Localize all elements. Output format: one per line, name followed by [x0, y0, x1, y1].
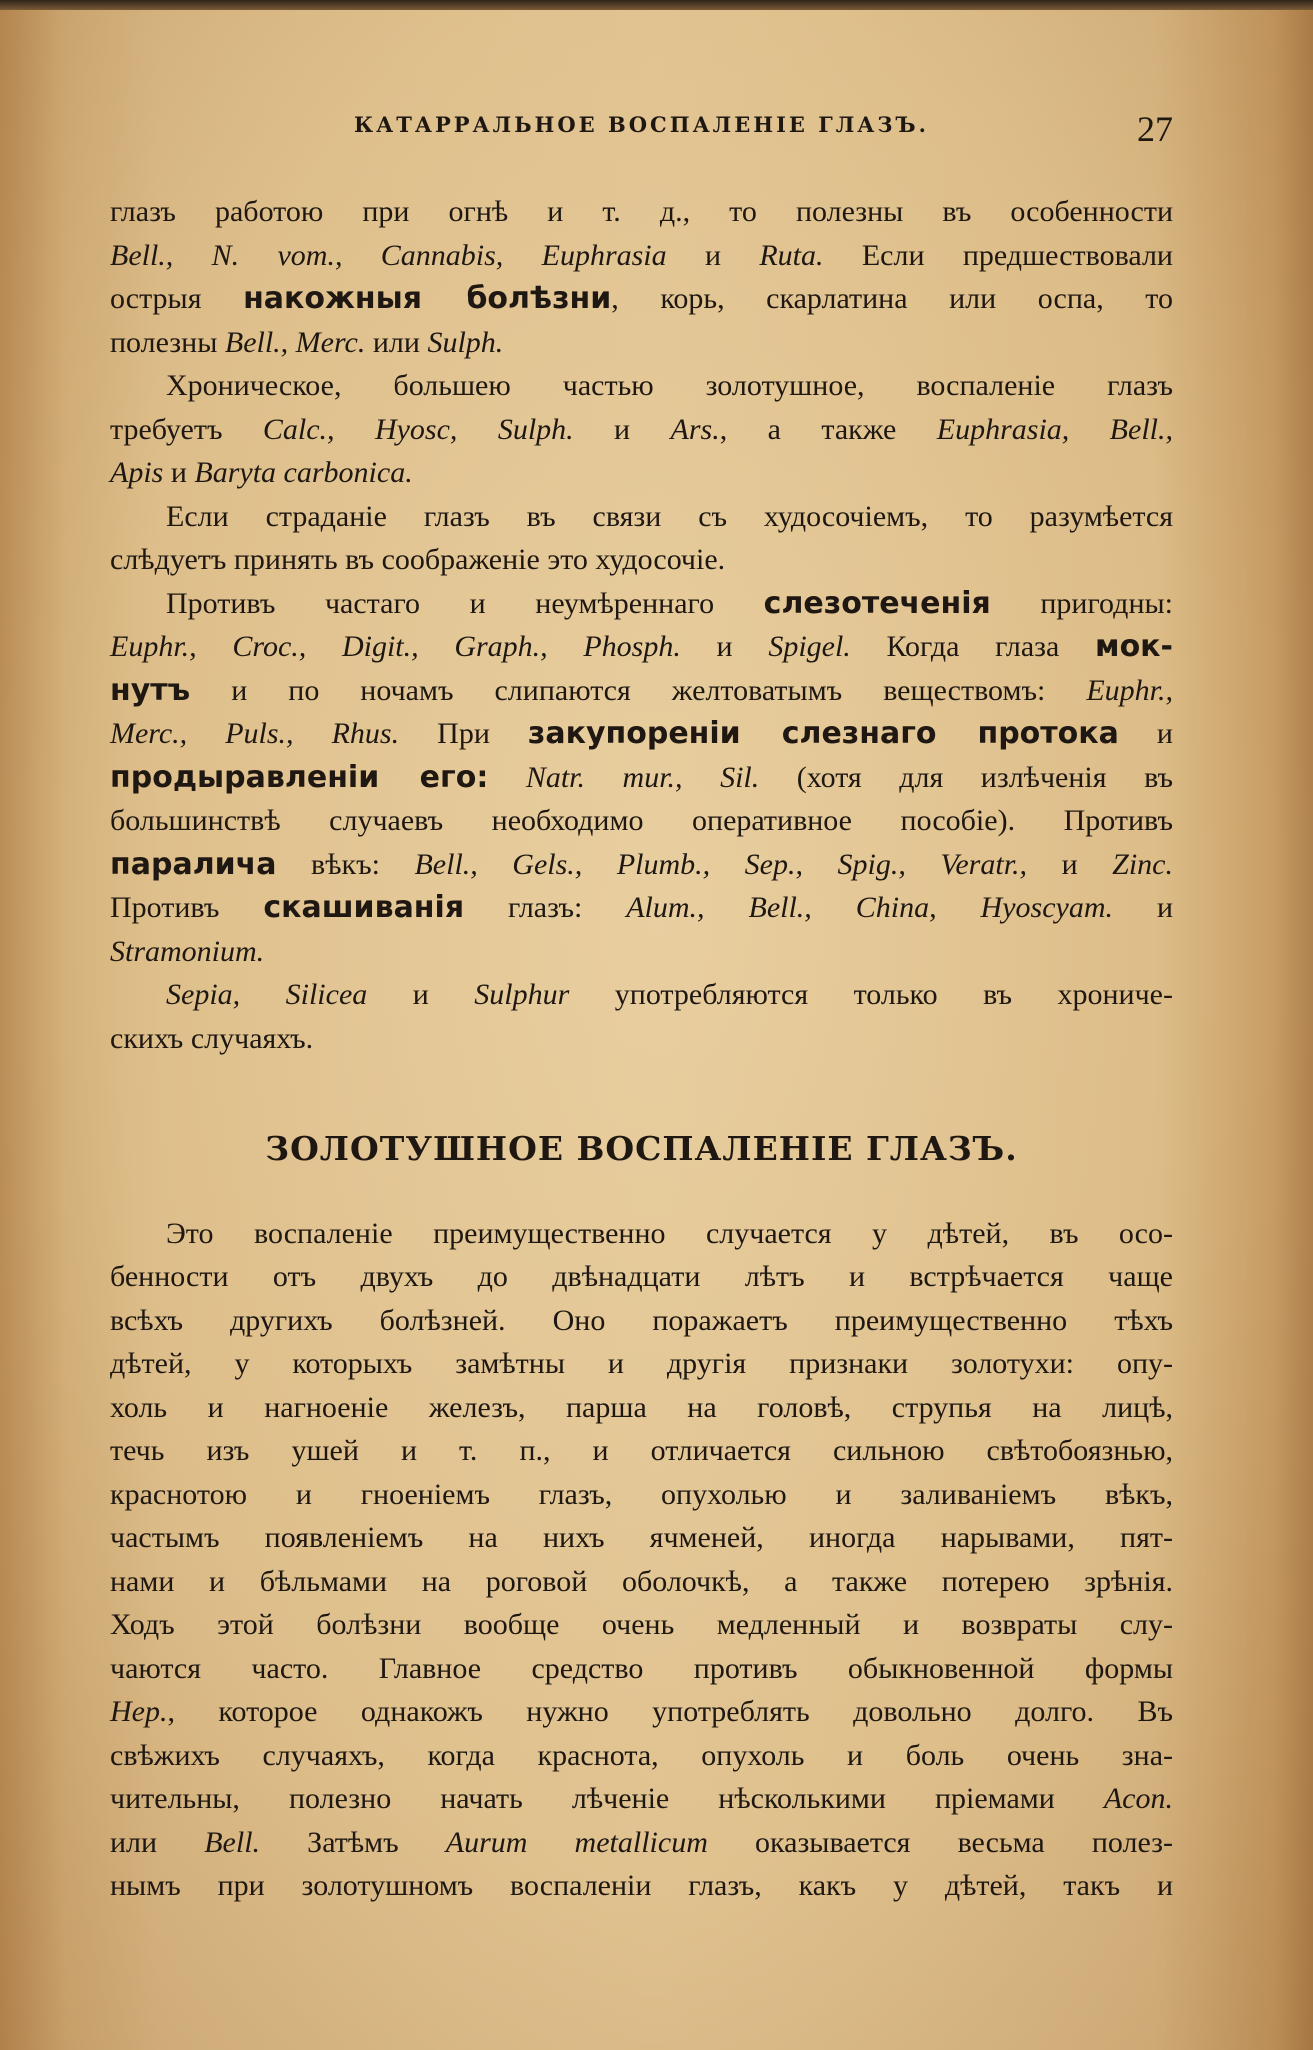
text-line: всѣхъ другихъ болѣзней. Оно поражаетъ преимущественно тѣхъ	[110, 1303, 1173, 1337]
text-line: полезны Bell., Merc. или Sulph.	[110, 325, 504, 359]
text-line: продыравленіи его: Natr. mur., Sil. (хотя для излѣченія въ	[110, 759, 1173, 795]
text-line: Sepia, Silicea и Sulphur употребляются только въ хрониче-	[166, 978, 1173, 1011]
text-line: глазъ работою при огнѣ и т. д., то полезны въ особенности	[110, 195, 1173, 228]
page-top-edge	[0, 0, 1313, 10]
page-header	[110, 108, 1173, 150]
text-line: холь и нагноеніе железъ, парша на головѣ, струпья на лицѣ,	[110, 1390, 1173, 1424]
text-line: Хроническое, большею частью золотушное, воспаленіе глазъ	[166, 369, 1173, 402]
text-line: требуетъ Calc., Hyosc, Sulph. и Ars., а также Euphrasia, Bell.,	[110, 412, 1173, 446]
text-line: дѣтей, у которыхъ замѣтны и другія признаки золотухи: опу-	[110, 1347, 1173, 1380]
text-line: скихъ случаяхъ.	[110, 1021, 314, 1055]
text-line: Ходъ этой болѣзни вообще очень медленный и возвраты слу-	[110, 1608, 1173, 1641]
text-line: большинствѣ случаевъ необходимо оперативное пособіе). Противъ	[110, 804, 1173, 837]
text-line: Apis и Baryta carbonica.	[110, 456, 413, 489]
text-line: Противъ частаго и неумѣреннаго слезотеченія пригодны:	[166, 585, 1173, 621]
text-line: краснотою и гноеніемъ глазъ, опухолью и заливаніемъ вѣкъ,	[110, 1477, 1173, 1511]
page-body	[110, 190, 1173, 1908]
spacer	[110, 1194, 1173, 1212]
text-line: Stramonium.	[110, 934, 265, 968]
text-line: чительны, полезно начать лѣченіе нѣсколькими пріемами Acon.	[110, 1782, 1173, 1815]
text-line: или Bell. Затѣмъ Aurum metallicum оказывается весьма полез-	[110, 1825, 1174, 1859]
text-line: Если страданіе глазъ въ связи съ худосочіемъ, то разумѣется	[166, 499, 1173, 533]
text-line: нымъ при золотушномъ воспаленіи глазъ, какъ у дѣтей, такъ и	[110, 1869, 1173, 1902]
text-line: нами и бѣльмами на роговой оболочкѣ, а также потерею зрѣнія.	[110, 1564, 1173, 1598]
section-heading: ЗОЛОТУШНОЕ ВОСПАЛЕНІЕ ГЛАЗЪ.	[265, 1128, 1018, 1168]
running-title: КАТАРРАЛЬНОЕ ВОСПАЛЕНІЕ ГЛАЗЪ.	[354, 112, 929, 137]
text-line: Это воспаленіе преимущественно случается у дѣтей, въ осо-	[166, 1216, 1173, 1250]
text-line: свѣжихъ случаяхъ, когда краснота, опухоль и боль очень зна-	[110, 1738, 1173, 1772]
spacer	[110, 1060, 1173, 1104]
text-line: Euphr., Croc., Digit., Graph., Phosph. и Spigel. Когда глаза мок-	[110, 629, 1173, 664]
text-line: чаются часто. Главное средство противъ обыкновенной формы	[110, 1651, 1173, 1685]
text-line: нутъ и по ночамъ слипаются желтоватымъ веществомъ: Euphr.,	[110, 672, 1173, 708]
text-line: слѣдуетъ принять въ соображеніе это худосочіе.	[110, 543, 726, 576]
text-line: Противъ скашиванія глазъ: Alum., Bell., China, Hyoscyam. и	[110, 890, 1173, 925]
text-line: паралича вѣкъ: Bell., Gels., Plumb., Sep., Spig., Veratr., и Zinc.	[110, 846, 1173, 882]
text-line: течь изъ ушей и т. п., и отличается сильною свѣтобоязнью,	[110, 1434, 1173, 1467]
page-number: 27	[1137, 109, 1173, 149]
text-line: Hep., которое однакожъ нужно употреблять довольно долго. Въ	[110, 1695, 1173, 1728]
text-line: острыя накожныя болѣзни, корь, скарлатина или оспа, то	[110, 281, 1173, 316]
text-line: Bell., N. vom., Cannabis, Euphrasia и Ruta. Если предшествовали	[110, 238, 1173, 272]
text-line: частымъ появленіемъ на нихъ ячменей, иногда нарывами, пят-	[110, 1521, 1173, 1554]
text-line: Merc., Puls., Rhus. При закупореніи слезнаго протока и	[110, 716, 1173, 751]
text-line: бенности отъ двухъ до двѣнадцати лѣтъ и встрѣчается чаще	[110, 1260, 1173, 1293]
